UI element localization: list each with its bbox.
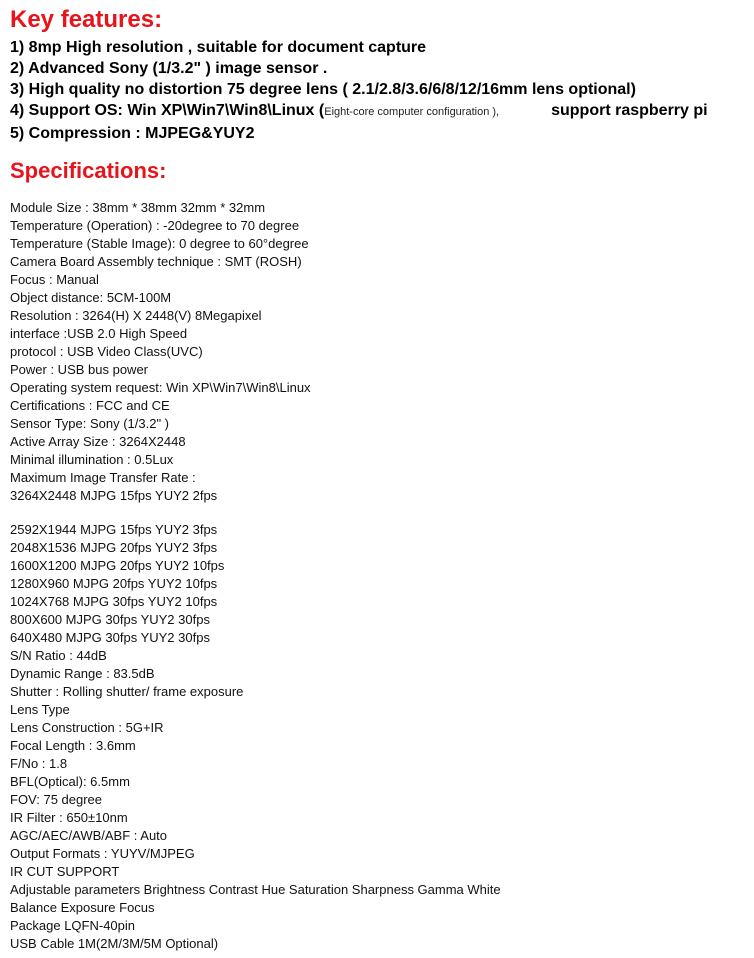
- spec-line: Sensor Type: Sony (1/3.2" ): [10, 416, 170, 431]
- spec-line: IR Filter : 650±10nm: [10, 810, 128, 825]
- spec-line: 1024X768 MJPG 30fps YUY2 10fps: [10, 594, 218, 609]
- spec-line: Adjustable parameters Brightness Contrast Hue Saturation Sharpness Gamma White: [10, 882, 501, 897]
- spec-line: Active Array Size : 3264X2448: [10, 434, 186, 449]
- spec-line: USB Cable 1M(2M/3M/5M Optional): [10, 936, 219, 951]
- feature-item: 5) Compression : MJPEG&YUY2: [10, 125, 255, 142]
- spec-line: interface :USB 2.0 High Speed: [10, 326, 188, 341]
- spec-line: 2592X1944 MJPG 15fps YUY2 3fps: [10, 522, 218, 537]
- spec-line: Focal Length : 3.6mm: [10, 738, 136, 753]
- spec-line: Maximum Image Transfer Rate :: [10, 470, 196, 485]
- feature-os-label: 4) Support OS: Win XP\Win7\Win8\Linux (: [10, 102, 325, 119]
- spec-line: Object distance: 5CM-100M: [10, 290, 172, 305]
- feature-os-note: Eight-core computer configuration ),: [324, 106, 500, 118]
- spec-line: BFL(Optical): 6.5mm: [10, 774, 130, 789]
- feature-item: 1) 8mp High resolution , suitable for document capture: [10, 39, 427, 56]
- spec-line: IR CUT SUPPORT: [10, 864, 120, 879]
- spec-line: protocol : USB Video Class(UVC): [10, 344, 203, 359]
- spec-line: Camera Board Assembly technique : SMT (ROSH): [10, 254, 302, 269]
- feature-item: 3) High quality no distortion 75 degree lens ( 2.1/2.8/3.6/6/8/12/16mm lens optional): [10, 81, 636, 98]
- spec-line: Certifications : FCC and CE: [10, 398, 170, 413]
- spec-line: F/No : 1.8: [10, 756, 68, 771]
- spec-line: Shutter : Rolling shutter/ frame exposure: [10, 684, 244, 699]
- spec-line: AGC/AEC/AWB/ABF : Auto: [10, 828, 168, 843]
- spec-line: Lens Type: [10, 702, 70, 717]
- spec-line: Output Formats : YUYV/MJPEG: [10, 846, 195, 861]
- spec-line: Dynamic Range : 83.5dB: [10, 666, 155, 681]
- spec-line: Minimal illumination : 0.5Lux: [10, 452, 174, 467]
- spec-line: Power : USB bus power: [10, 362, 149, 377]
- feature-item: 2) Advanced Sony (1/3.2" ) image sensor .: [10, 60, 328, 77]
- spec-line: Lens Construction : 5G+IR: [10, 720, 164, 735]
- spec-line: Operating system request: Win XP\Win7\Win8\Linux: [10, 380, 311, 395]
- specifications-list: [10, 199, 501, 953]
- key-features-heading: Key features:: [10, 6, 163, 33]
- spec-line: 3264X2448 MJPG 15fps YUY2 2fps: [10, 488, 218, 503]
- spec-line: FOV: 75 degree: [10, 792, 103, 807]
- spec-line: 1280X960 MJPG 20fps YUY2 10fps: [10, 576, 218, 591]
- feature-os-tail: support raspberry pi: [551, 102, 708, 119]
- spec-line: Module Size : 38mm * 38mm 32mm * 32mm: [10, 200, 266, 215]
- spec-line: Package LQFN-40pin: [10, 918, 136, 933]
- spec-line: Balance Exposure Focus: [10, 900, 155, 915]
- spec-line: 640X480 MJPG 30fps YUY2 30fps: [10, 630, 210, 645]
- spec-line: 1600X1200 MJPG 20fps YUY2 10fps: [10, 558, 225, 573]
- spec-line: 800X600 MJPG 30fps YUY2 30fps: [10, 612, 210, 627]
- spec-line: Focus : Manual: [10, 272, 99, 287]
- specifications-heading: Specifications:: [10, 158, 167, 183]
- spec-line: Temperature (Operation) : -20degree to 70 degree: [10, 218, 300, 233]
- spec-spacer: [10, 505, 501, 521]
- key-features-list: [10, 37, 708, 144]
- spec-line: Resolution : 3264(H) X 2448(V) 8Megapixel: [10, 308, 262, 323]
- spec-line: 2048X1536 MJPG 20fps YUY2 3fps: [10, 540, 218, 555]
- feature-item-os: [10, 100, 708, 123]
- spec-line: Temperature (Stable Image): 0 degree to 60°degree: [10, 236, 309, 251]
- spec-line: S/N Ratio : 44dB: [10, 648, 107, 663]
